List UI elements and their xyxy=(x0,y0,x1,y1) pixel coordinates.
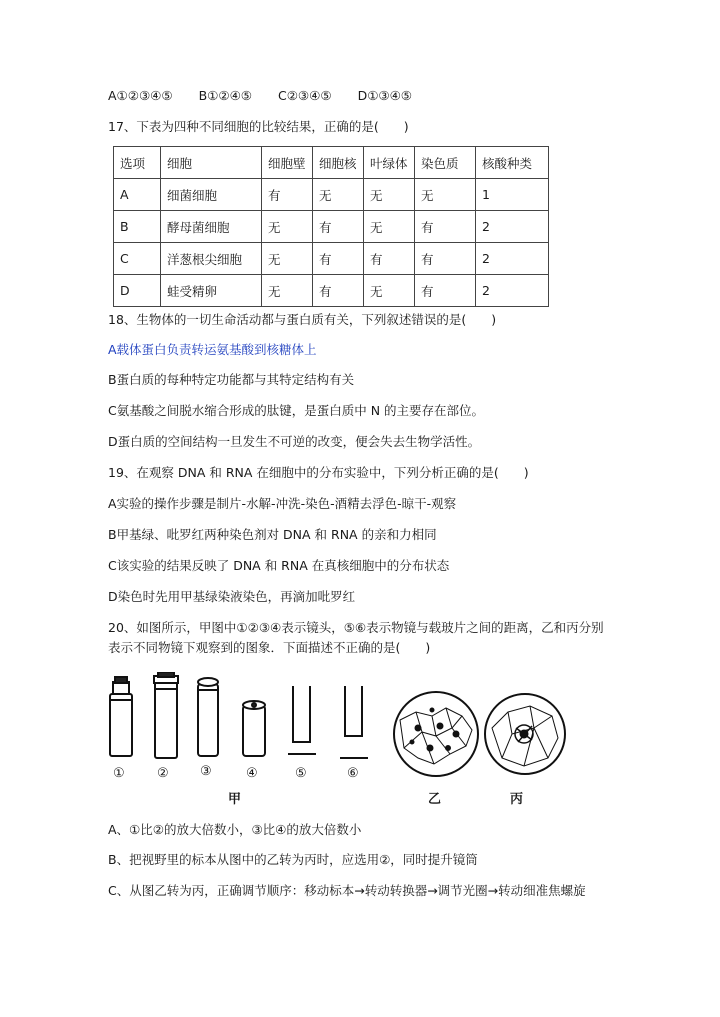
table-cell: 酵母菌细胞 xyxy=(161,211,262,243)
table-row xyxy=(114,275,549,307)
q20-option-c: C、从图乙转为丙，正确调节顺序：移动标本→转动转换器→调节光圈→转动细准焦螺旋 xyxy=(108,883,586,898)
q16-option-b: B①②④⑤ xyxy=(198,88,252,103)
table-cell: 1 xyxy=(476,179,549,211)
table-cell: 2 xyxy=(476,275,549,307)
q18-option-b: B蛋白质的每种特定功能都与其特定结构有关 xyxy=(108,372,355,387)
q18-option-a: A载体蛋白负责转运氨基酸到核糖体上 xyxy=(108,342,317,357)
table-cell: 无 xyxy=(364,211,415,243)
lens-2-label: ② xyxy=(157,766,169,781)
table-cell: 2 xyxy=(476,211,549,243)
table-cell: 2 xyxy=(476,243,549,275)
lens-1-icon xyxy=(110,677,132,756)
view-yi-icon xyxy=(394,692,478,776)
table-cell: 蛙受精卵 xyxy=(161,275,262,307)
distance-5-icon xyxy=(288,686,316,754)
table-cell: C xyxy=(114,243,161,275)
q16-options xyxy=(108,88,438,104)
q16-option-c: C②③④⑤ xyxy=(278,88,332,103)
table-row xyxy=(114,243,549,275)
table-cell: 无 xyxy=(364,179,415,211)
table-cell: 无 xyxy=(313,179,364,211)
q19-option-c: C该实验的结果反映了 DNA 和 RNA 在真核细胞中的分布状态 xyxy=(108,558,450,573)
table-row xyxy=(114,211,549,243)
q19-option-d: D染色时先用甲基绿染液染色，再滴加吡罗红 xyxy=(108,589,356,604)
q16-option-d: D①③④⑤ xyxy=(357,88,413,103)
lens-3-label: ③ xyxy=(200,764,212,779)
table-cell: A xyxy=(114,179,161,211)
distance-6-icon xyxy=(340,686,368,758)
q17-stem: 17、下表为四种不同细胞的比较结果，正确的是( ) xyxy=(108,119,409,134)
table-cell: 无 xyxy=(262,243,313,275)
table-cell: 细菌细胞 xyxy=(161,179,262,211)
table-header-cell: 叶绿体 xyxy=(364,147,415,179)
microscope-figure xyxy=(100,672,620,810)
table-header-cell: 细胞 xyxy=(161,147,262,179)
table-header-cell: 核酸种类 xyxy=(476,147,549,179)
q18-option-c: C氨基酸之间脱水缩合形成的肽键，是蛋白质中 N 的主要存在部位。 xyxy=(108,403,485,418)
distance-6-label: ⑥ xyxy=(347,766,359,781)
q18-stem: 18、生物体的一切生命活动都与蛋白质有关，下列叙述错误的是( ) xyxy=(108,312,497,327)
table-header-cell: 选项 xyxy=(114,147,161,179)
table-cell: 有 xyxy=(415,211,476,243)
q19-option-a: A实验的操作步骤是制片-水解-冲洗-染色-酒精去浮色-晾干-观察 xyxy=(108,496,457,511)
q18-option-d: D蛋白质的空间结构一旦发生不可逆的改变，便会失去生物学活性。 xyxy=(108,434,481,449)
lens-2-icon xyxy=(154,672,178,758)
q19-option-b: B甲基绿、吡罗红两种染色剂对 DNA 和 RNA 的亲和力相同 xyxy=(108,527,437,542)
lens-3-icon xyxy=(198,678,218,756)
table-cell: 无 xyxy=(262,211,313,243)
figure-yi-label: 乙 xyxy=(428,792,442,807)
cell-comparison-table xyxy=(113,146,549,307)
view-bing-icon xyxy=(485,694,565,774)
q20-stem-line1: 20、如图所示，甲图中①②③④表示镜头，⑤⑥表示物镜与载玻片之间的距离，乙和丙分别 xyxy=(108,620,604,635)
table-cell: 有 xyxy=(364,243,415,275)
table-header-cell: 染色质 xyxy=(415,147,476,179)
table-header-row xyxy=(114,147,549,179)
table-header-cell: 细胞核 xyxy=(313,147,364,179)
table-cell: B xyxy=(114,211,161,243)
q20-stem-line2: 表示不同物镜下观察到的图象．下面描述不正确的是( ) xyxy=(108,640,431,655)
table-cell: 有 xyxy=(313,211,364,243)
table-cell: 无 xyxy=(415,179,476,211)
table-cell: 无 xyxy=(262,275,313,307)
lens-1-label: ① xyxy=(113,766,125,781)
figure-jia-label: 甲 xyxy=(228,792,242,807)
lens-4-label: ④ xyxy=(246,766,258,781)
q20-option-a: A、①比②的放大倍数小，③比④的放大倍数小 xyxy=(108,822,362,837)
table-cell: 有 xyxy=(415,243,476,275)
q16-option-a: A①②③④⑤ xyxy=(108,88,173,103)
table-cell: 有 xyxy=(313,275,364,307)
table-cell: 无 xyxy=(364,275,415,307)
table-row xyxy=(114,179,549,211)
q20-option-b: B、把视野里的标本从图中的乙转为丙时，应选用②，同时提升镜筒 xyxy=(108,852,478,867)
table-cell: 有 xyxy=(415,275,476,307)
table-cell: 洋葱根尖细胞 xyxy=(161,243,262,275)
table-header-cell: 细胞壁 xyxy=(262,147,313,179)
table-cell: D xyxy=(114,275,161,307)
q19-stem: 19、在观察 DNA 和 RNA 在细胞中的分布实验中，下列分析正确的是( ) xyxy=(108,465,529,480)
lens-4-icon xyxy=(243,701,265,756)
table-cell: 有 xyxy=(313,243,364,275)
figure-bing-label: 丙 xyxy=(510,792,524,807)
distance-5-label: ⑤ xyxy=(295,766,307,781)
table-cell: 有 xyxy=(262,179,313,211)
